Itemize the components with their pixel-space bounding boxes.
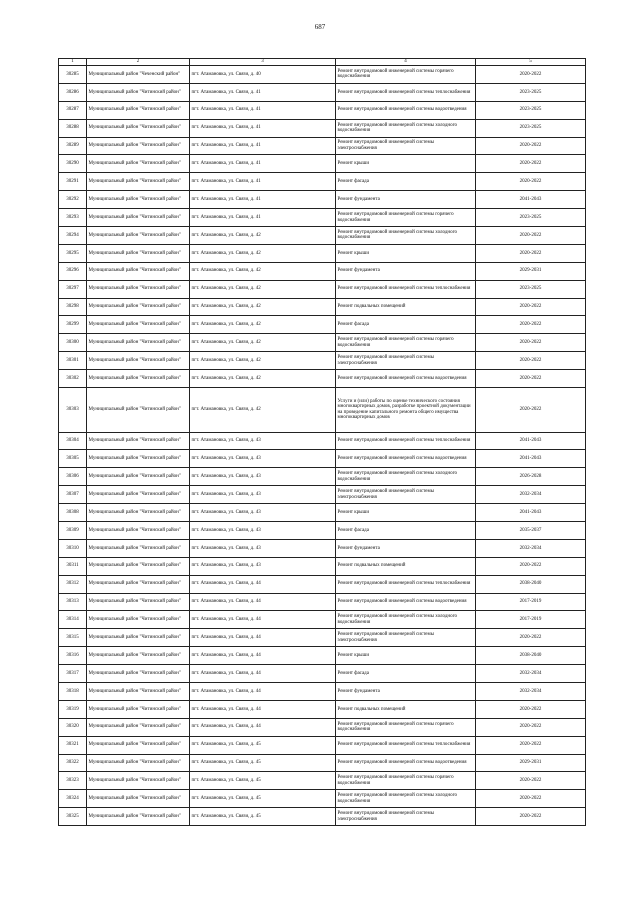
municipality-cell: Муниципальный район "Читинский район" [87, 137, 190, 155]
table-row [59, 352, 586, 370]
work-type-cell: Ремонт внутридомовой инженерной системы электроснабжения [336, 629, 476, 647]
table-row [59, 468, 586, 486]
period-cell: 2020-2022 [476, 557, 586, 575]
address-cell: пгт. Атамановка, ул. Связи, д. 43 [190, 432, 336, 450]
work-type-cell: Ремонт внутридомовой инженерной системы холодного водоснабжения [336, 790, 476, 808]
work-type-cell: Ремонт крыши [336, 155, 476, 173]
table-row [59, 772, 586, 790]
municipality-cell: Муниципальный район "Читинский район" [87, 629, 190, 647]
address-cell: пгт. Атамановка, ул. Связи, д. 41 [190, 101, 336, 119]
address-cell: пгт. Атамановка, ул. Связи, д. 41 [190, 119, 336, 137]
address-cell: пгт. Атамановка, ул. Связи, д. 44 [190, 611, 336, 629]
period-cell: 2041-2043 [476, 432, 586, 450]
column-header-3: 3 [190, 59, 336, 66]
table-row [59, 244, 586, 262]
work-type-cell: Ремонт внутридомовой инженерной системы электроснабжения [336, 137, 476, 155]
municipality-cell: Муниципальный район "Читинский район" [87, 173, 190, 191]
work-type-cell: Ремонт подвальных помещений [336, 298, 476, 316]
period-cell: 2023-2025 [476, 83, 586, 101]
work-type-cell: Ремонт фундамента [336, 262, 476, 280]
period-cell: 2020-2022 [476, 155, 586, 173]
address-cell: пгт. Атамановка, ул. Связи, д. 42 [190, 370, 336, 388]
work-type-cell: Ремонт крыши [336, 647, 476, 665]
header-row [59, 59, 586, 66]
work-type-cell: Ремонт внутридомовой инженерной системы холодного водоснабжения [336, 611, 476, 629]
municipality-cell: Муниципальный район "Читинский район" [87, 790, 190, 808]
municipality-cell: Муниципальный район "Читинский район" [87, 683, 190, 701]
address-cell: пгт. Атамановка, ул. Связи, д. 41 [190, 173, 336, 191]
table-row [59, 191, 586, 209]
address-cell: пгт. Атамановка, ул. Связи, д. 43 [190, 557, 336, 575]
address-cell: пгт. Атамановка, ул. Связи, д. 40 [190, 66, 336, 84]
period-cell: 2026-2028 [476, 468, 586, 486]
municipality-cell: Муниципальный район "Читинский район" [87, 209, 190, 227]
period-cell: 2038-2040 [476, 647, 586, 665]
row-number-cell: 30292 [59, 191, 87, 209]
municipality-cell: Муниципальный район "Читинский район" [87, 575, 190, 593]
period-cell: 2020-2022 [476, 66, 586, 84]
address-cell: пгт. Атамановка, ул. Связи, д. 45 [190, 808, 336, 826]
table-row [59, 557, 586, 575]
table-body [59, 66, 586, 826]
table-row [59, 334, 586, 352]
period-cell: 2029-2031 [476, 754, 586, 772]
period-cell: 2032-2034 [476, 486, 586, 504]
address-cell: пгт. Атамановка, ул. Связи, д. 42 [190, 262, 336, 280]
work-type-cell: Ремонт внутридомовой инженерной системы горячего водоснабжения [336, 209, 476, 227]
row-number-cell: 30293 [59, 209, 87, 227]
period-cell: 2020-2022 [476, 137, 586, 155]
address-cell: пгт. Атамановка, ул. Связи, д. 44 [190, 647, 336, 665]
table-row [59, 450, 586, 468]
period-cell: 2041-2043 [476, 191, 586, 209]
address-cell: пгт. Атамановка, ул. Связи, д. 44 [190, 629, 336, 647]
address-cell: пгт. Атамановка, ул. Связи, д. 41 [190, 155, 336, 173]
period-cell: 2023-2025 [476, 101, 586, 119]
work-type-cell: Ремонт внутридомовой инженерной системы холодного водоснабжения [336, 119, 476, 137]
work-type-cell: Ремонт фундамента [336, 539, 476, 557]
municipality-cell: Муниципальный район "Читинский район" [87, 191, 190, 209]
period-cell: 2032-2034 [476, 665, 586, 683]
municipality-cell: Муниципальный район "Читинский район" [87, 119, 190, 137]
table-row [59, 227, 586, 245]
address-cell: пгт. Атамановка, ул. Связи, д. 42 [190, 227, 336, 245]
address-cell: пгт. Атамановка, ул. Связи, д. 45 [190, 790, 336, 808]
work-type-cell: Ремонт внутридомовой инженерной системы горячего водоснабжения [336, 334, 476, 352]
municipality-cell: Муниципальный район "Читинский район" [87, 450, 190, 468]
work-type-cell: Ремонт фасада [336, 521, 476, 539]
address-cell: пгт. Атамановка, ул. Связи, д. 42 [190, 334, 336, 352]
work-type-cell: Ремонт внутридомовой инженерной системы электроснабжения [336, 808, 476, 826]
table-row [59, 83, 586, 101]
period-cell: 2041-2043 [476, 504, 586, 522]
row-number-cell: 30312 [59, 575, 87, 593]
work-type-cell: Ремонт внутридомовой инженерной системы теплоснабжения [336, 736, 476, 754]
municipality-cell: Муниципальный район "Читинский район" [87, 155, 190, 173]
work-type-cell: Ремонт внутридомовой инженерной системы водоотведения [336, 370, 476, 388]
work-type-cell: Ремонт внутридомовой инженерной системы водоотведения [336, 450, 476, 468]
work-type-cell: Ремонт фундамента [336, 683, 476, 701]
work-type-cell: Ремонт внутридомовой инженерной системы электроснабжения [336, 352, 476, 370]
municipality-cell: Муниципальный район "Читинский район" [87, 736, 190, 754]
address-cell: пгт. Атамановка, ул. Связи, д. 44 [190, 575, 336, 593]
column-header-5: 5 [476, 59, 586, 66]
municipality-cell: Муниципальный район "Читинский район" [87, 754, 190, 772]
row-number-cell: 30310 [59, 539, 87, 557]
row-number-cell: 30300 [59, 334, 87, 352]
work-type-cell: Ремонт внутридомовой инженерной системы теплоснабжения [336, 280, 476, 298]
period-cell: 2020-2022 [476, 629, 586, 647]
work-type-cell: Ремонт подвальных помещений [336, 557, 476, 575]
table-header [59, 59, 586, 66]
table-row [59, 66, 586, 84]
municipality-cell: Муниципальный район "Читинский район" [87, 772, 190, 790]
address-cell: пгт. Атамановка, ул. Связи, д. 43 [190, 539, 336, 557]
row-number-cell: 30316 [59, 647, 87, 665]
period-cell: 2020-2022 [476, 334, 586, 352]
row-number-cell: 30289 [59, 137, 87, 155]
period-cell: 2020-2022 [476, 298, 586, 316]
address-cell: пгт. Атамановка, ул. Связи, д. 41 [190, 137, 336, 155]
municipality-cell: Муниципальный район "Читинский район" [87, 665, 190, 683]
period-cell: 2035-2037 [476, 521, 586, 539]
municipality-cell: Муниципальный район "Читинский район" [87, 262, 190, 280]
work-type-cell: Ремонт внутридомовой инженерной системы холодного водоснабжения [336, 227, 476, 245]
period-cell: 2020-2022 [476, 370, 586, 388]
period-cell: 2032-2034 [476, 683, 586, 701]
row-number-cell: 30315 [59, 629, 87, 647]
work-type-cell: Ремонт внутридомовой инженерной системы теплоснабжения [336, 575, 476, 593]
row-number-cell: 30296 [59, 262, 87, 280]
row-number-cell: 30319 [59, 700, 87, 718]
period-cell: 2017-2019 [476, 593, 586, 611]
table-row [59, 370, 586, 388]
period-cell: 2020-2022 [476, 316, 586, 334]
work-type-cell: Ремонт внутридомовой инженерной системы водоотведения [336, 101, 476, 119]
address-cell: пгт. Атамановка, ул. Связи, д. 44 [190, 665, 336, 683]
work-type-cell: Ремонт крыши [336, 504, 476, 522]
table-row [59, 736, 586, 754]
work-type-cell: Ремонт крыши [336, 244, 476, 262]
work-type-cell: Ремонт внутридомовой инженерной системы электроснабжения [336, 486, 476, 504]
work-type-cell: Ремонт фасада [336, 173, 476, 191]
address-cell: пгт. Атамановка, ул. Связи, д. 45 [190, 736, 336, 754]
table-row [59, 521, 586, 539]
row-number-cell: 30290 [59, 155, 87, 173]
work-type-cell: Ремонт внутридомовой инженерной системы горячего водоснабжения [336, 66, 476, 84]
period-cell: 2041-2043 [476, 450, 586, 468]
table-row [59, 575, 586, 593]
table-row [59, 665, 586, 683]
period-cell: 2020-2022 [476, 227, 586, 245]
row-number-cell: 30321 [59, 736, 87, 754]
municipality-cell: Муниципальный район "Читинский район" [87, 611, 190, 629]
period-cell: 2020-2022 [476, 244, 586, 262]
row-number-cell: 30287 [59, 101, 87, 119]
row-number-cell: 30286 [59, 83, 87, 101]
address-cell: пгт. Атамановка, ул. Связи, д. 42 [190, 298, 336, 316]
address-cell: пгт. Атамановка, ул. Связи, д. 43 [190, 521, 336, 539]
address-cell: пгт. Атамановка, ул. Связи, д. 43 [190, 450, 336, 468]
work-type-cell: Ремонт внутридомовой инженерной системы водоотведения [336, 754, 476, 772]
table-row [59, 504, 586, 522]
address-cell: пгт. Атамановка, ул. Связи, д. 43 [190, 468, 336, 486]
municipality-cell: Муниципальный район "Читинский район" [87, 83, 190, 101]
municipality-cell: Муниципальный район "Читинский район" [87, 486, 190, 504]
address-cell: пгт. Атамановка, ул. Связи, д. 42 [190, 280, 336, 298]
municipality-cell: Муниципальный район "Читинский район" [87, 468, 190, 486]
row-number-cell: 30318 [59, 683, 87, 701]
address-cell: пгт. Атамановка, ул. Связи, д. 41 [190, 83, 336, 101]
page-number: 687 [314, 23, 326, 31]
row-number-cell: 30298 [59, 298, 87, 316]
municipality-cell: Муниципальный район "Читинский район" [87, 101, 190, 119]
table-row [59, 388, 586, 433]
period-cell: 2020-2022 [476, 718, 586, 736]
table-row [59, 298, 586, 316]
work-type-cell: Ремонт внутридомовой инженерной системы теплоснабжения [336, 432, 476, 450]
work-type-cell: Ремонт внутридомовой инженерной системы горячего водоснабжения [336, 718, 476, 736]
address-cell: пгт. Атамановка, ул. Связи, д. 41 [190, 209, 336, 227]
row-number-cell: 30285 [59, 66, 87, 84]
municipality-cell: Муниципальный район "Читинский район" [87, 334, 190, 352]
row-number-cell: 30303 [59, 388, 87, 433]
row-number-cell: 30294 [59, 227, 87, 245]
municipality-cell: Муниципальный район "Читинский район" [87, 244, 190, 262]
municipality-cell: Муниципальный район "Чеченский район" [87, 66, 190, 84]
row-number-cell: 30314 [59, 611, 87, 629]
row-number-cell: 30304 [59, 432, 87, 450]
table-row [59, 593, 586, 611]
municipality-cell: Муниципальный район "Читинский район" [87, 521, 190, 539]
period-cell: 2020-2022 [476, 736, 586, 754]
period-cell: 2023-2025 [476, 119, 586, 137]
table-row [59, 611, 586, 629]
municipality-cell: Муниципальный район "Читинский район" [87, 647, 190, 665]
period-cell: 2020-2022 [476, 388, 586, 433]
address-cell: пгт. Атамановка, ул. Связи, д. 44 [190, 683, 336, 701]
period-cell: 2020-2022 [476, 700, 586, 718]
work-type-cell: Ремонт внутридомовой инженерной системы холодного водоснабжения [336, 468, 476, 486]
table-row [59, 155, 586, 173]
table-row [59, 808, 586, 826]
column-header-4: 4 [336, 59, 476, 66]
municipality-cell: Муниципальный район "Читинский район" [87, 808, 190, 826]
work-type-cell: Ремонт подвальных помещений [336, 700, 476, 718]
row-number-cell: 30311 [59, 557, 87, 575]
column-header-2: 2 [87, 59, 190, 66]
address-cell: пгт. Атамановка, ул. Связи, д. 42 [190, 352, 336, 370]
municipality-cell: Муниципальный район "Читинский район" [87, 280, 190, 298]
municipality-cell: Муниципальный район "Читинский район" [87, 718, 190, 736]
municipality-cell: Муниципальный район "Читинский район" [87, 316, 190, 334]
period-cell: 2038-2040 [476, 575, 586, 593]
municipality-cell: Муниципальный район "Читинский район" [87, 298, 190, 316]
registry-table [58, 58, 586, 826]
address-cell: пгт. Атамановка, ул. Связи, д. 44 [190, 700, 336, 718]
work-type-cell: Услуги и (или) работы по оценке технического состояния многоквартирных домов, разработке проектной документации на проведение капитального ремонта общего имущества многоквартирных домов [336, 388, 476, 433]
table-row [59, 647, 586, 665]
row-number-cell: 30295 [59, 244, 87, 262]
address-cell: пгт. Атамановка, ул. Связи, д. 42 [190, 244, 336, 262]
period-cell: 2020-2022 [476, 352, 586, 370]
address-cell: пгт. Атамановка, ул. Связи, д. 45 [190, 754, 336, 772]
address-cell: пгт. Атамановка, ул. Связи, д. 43 [190, 486, 336, 504]
table-row [59, 173, 586, 191]
work-type-cell: Ремонт внутридомовой инженерной системы горячего водоснабжения [336, 772, 476, 790]
row-number-cell: 30297 [59, 280, 87, 298]
municipality-cell: Муниципальный район "Читинский район" [87, 504, 190, 522]
table-row [59, 119, 586, 137]
row-number-cell: 30291 [59, 173, 87, 191]
period-cell: 2020-2022 [476, 173, 586, 191]
work-type-cell: Ремонт фасада [336, 316, 476, 334]
row-number-cell: 30301 [59, 352, 87, 370]
period-cell: 2020-2022 [476, 790, 586, 808]
table-row [59, 486, 586, 504]
work-type-cell: Ремонт фундамента [336, 191, 476, 209]
municipality-cell: Муниципальный район "Читинский район" [87, 370, 190, 388]
row-number-cell: 30317 [59, 665, 87, 683]
municipality-cell: Муниципальный район "Читинский район" [87, 593, 190, 611]
municipality-cell: Муниципальный район "Читинский район" [87, 557, 190, 575]
table-row [59, 683, 586, 701]
row-number-cell: 30299 [59, 316, 87, 334]
table-row [59, 754, 586, 772]
work-type-cell: Ремонт внутридомовой инженерной системы водоотведения [336, 593, 476, 611]
row-number-cell: 30307 [59, 486, 87, 504]
municipality-cell: Муниципальный район "Читинский район" [87, 700, 190, 718]
period-cell: 2017-2019 [476, 611, 586, 629]
period-cell: 2020-2022 [476, 808, 586, 826]
address-cell: пгт. Атамановка, ул. Связи, д. 45 [190, 772, 336, 790]
table-row [59, 262, 586, 280]
row-number-cell: 30322 [59, 754, 87, 772]
row-number-cell: 30320 [59, 718, 87, 736]
row-number-cell: 30308 [59, 504, 87, 522]
address-cell: пгт. Атамановка, ул. Связи, д. 43 [190, 504, 336, 522]
address-cell: пгт. Атамановка, ул. Связи, д. 42 [190, 388, 336, 433]
table-row [59, 316, 586, 334]
period-cell: 2032-2034 [476, 539, 586, 557]
table-row [59, 209, 586, 227]
row-number-cell: 30324 [59, 790, 87, 808]
row-number-cell: 30309 [59, 521, 87, 539]
work-type-cell: Ремонт внутридомовой инженерной системы теплоснабжения [336, 83, 476, 101]
row-number-cell: 30288 [59, 119, 87, 137]
period-cell: 2020-2022 [476, 772, 586, 790]
address-cell: пгт. Атамановка, ул. Связи, д. 42 [190, 316, 336, 334]
municipality-cell: Муниципальный район "Читинский район" [87, 539, 190, 557]
table-row [59, 432, 586, 450]
row-number-cell: 30306 [59, 468, 87, 486]
row-number-cell: 30313 [59, 593, 87, 611]
period-cell: 2029-2031 [476, 262, 586, 280]
municipality-cell: Муниципальный район "Читинский район" [87, 388, 190, 433]
table-row [59, 539, 586, 557]
table-row [59, 700, 586, 718]
table-row [59, 718, 586, 736]
work-type-cell: Ремонт фасада [336, 665, 476, 683]
row-number-cell: 30323 [59, 772, 87, 790]
address-cell: пгт. Атамановка, ул. Связи, д. 41 [190, 191, 336, 209]
table-row [59, 101, 586, 119]
address-cell: пгт. Атамановка, ул. Связи, д. 44 [190, 718, 336, 736]
period-cell: 2023-2025 [476, 209, 586, 227]
municipality-cell: Муниципальный район "Читинский район" [87, 352, 190, 370]
column-header-1: 1 [59, 59, 87, 66]
table-row [59, 629, 586, 647]
municipality-cell: Муниципальный район "Читинский район" [87, 432, 190, 450]
municipality-cell: Муниципальный район "Читинский район" [87, 227, 190, 245]
period-cell: 2023-2025 [476, 280, 586, 298]
row-number-cell: 30305 [59, 450, 87, 468]
address-cell: пгт. Атамановка, ул. Связи, д. 44 [190, 593, 336, 611]
row-number-cell: 30302 [59, 370, 87, 388]
row-number-cell: 30325 [59, 808, 87, 826]
table-row [59, 137, 586, 155]
table-row [59, 280, 586, 298]
table-row [59, 790, 586, 808]
